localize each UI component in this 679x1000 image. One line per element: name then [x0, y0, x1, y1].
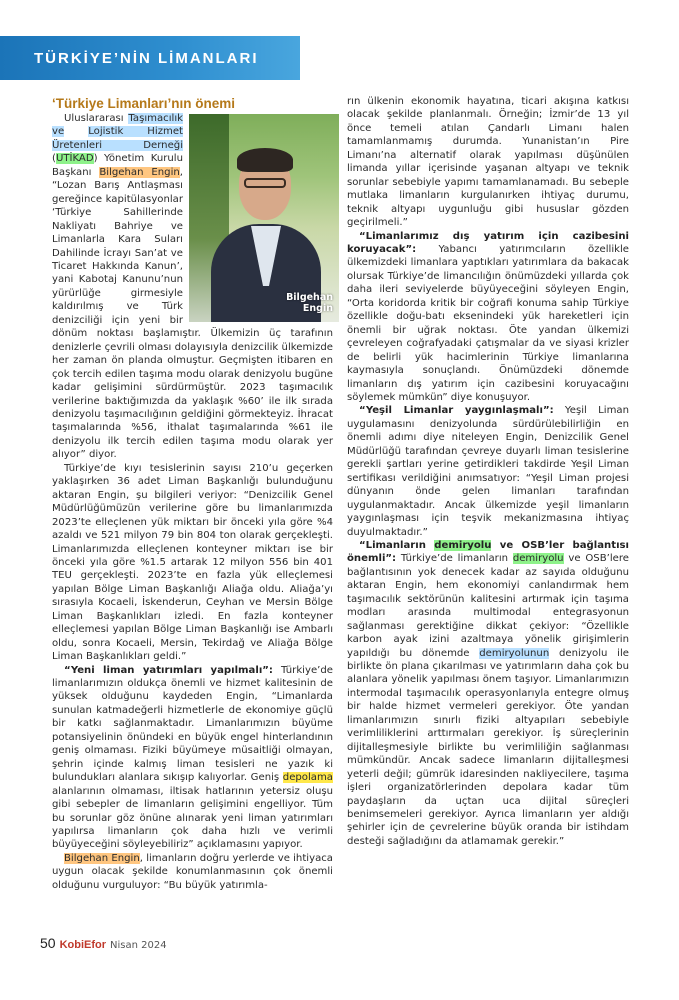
paragraph-railway: “Limanların demiryolu ve OSB’ler bağlantısı önemli”: Türkiye’de limanların demiryolu ve OSB’lere bağlantısının yok denecek kadar az sayıda olduğunu aktaran Engin, hem ekonomiyi canlandırmak hem taşımacılık sektörünün kalitesini artırmak için taşıma modları arasında multimodal entegrasyonun sağlanması gerektiğine dikkat çekiyor: “Özellikle karbon ayak izini azaltmaya yönelik girişimlerin yapıldığı bu dönemde demiryolunun denizyolu ile birlikte ön plana çıkarılması ve yatırımların daha çok bu alanlara yönelik yapılması önem taşıyor. Limanlarımızın intermodal taşımacılık operasyonlarıyla entegre olmuş bir halde hizmet vermeleri gerekiyor. Öte yandan limanlarımızın sınırlı fiziki altyapıları sebebiyle verimliliklerini arttırmaları gerekiyor. İş süreçlerinin dijitalleşmesiyle birlikte bu verimliliğin sağlanması mümkündür. Ancak sadece limanların dijitalleşmesi yeterli değil; gümrük idaresinden nakliyecilere, taşıma işleri organizatörlerinden depolara kadar tüm paydaşların da uçtan uca dijital süreçleri benimsemeleri gerekiyor. Ayrıca limanların yer aldığı şehirler için de çevrelerine büyük oranda bir istihdam desteği sağladığını da atlamamak gerekir.”	[347, 539, 629, 847]
subheading: “Yeni liman yatırımları yapılmalı”:	[64, 664, 273, 676]
page-footer	[40, 935, 167, 951]
highlight: Bilgehan Engin	[64, 852, 140, 864]
paragraph-stats: Türkiye’de kıyı tesislerinin sayısı 210’u geçerken yaklaşırken 36 adet Liman Başkanlığı bulunduğunu aktaran Engin, şu bilgileri veriyor: “Denizcilik Genel Müdürlüğümüzün verilerine göre bu limanlarımızda 2023’te elleçlenen yük miktarı bir önceki yıla göre %4 azaldı ve 521 milyon 79 bin 804 ton olarak gerçekleşti. Limanlarımızda elleçlenen konteyner miktarı ise bir önceki yıla göre %1.5 artarak 12 milyon 556 bin 401 TEU gerçekleşti. 2023’te en fazla yük elleçlemesi yapılan Bölge Liman Başkanlığı Aliağa oldu. Aliağa’yı sırasıyla Kocaeli, İskenderun, Ceyhan ve Mersin Bölge Liman Başkanlıkları izledi. En fazla konteyner elleçlemesi yapılan Bölge Liman Başkanlığı ise Ambarlı oldu, sonra Kocaeli, Mersin, Tekirdağ ve Aliağa Bölge Liman Başkanlıkları geldi.”	[52, 462, 333, 663]
highlight: UTİKAD	[55, 153, 94, 165]
magazine-logo: KobiEfor	[59, 939, 107, 951]
paragraph-continued: rın ülkenin ekonomik hayatına, ticari akışına katkısı olacak şekilde planlanmalı. Örneğin; İzmir’de 13 yıl önce temeli atılan Çandarlı Limanı halen tamamlanmamış durumda. Yunanistan’ın Pire Limanı’na alternatif olarak yapılması düşünülen limanda yıllar içerisinde yaşanan altyapı ve teknik sorunlar sebebiyle yapımı tamamlanamadı. Bu sebeple mutlaka limanların kurgulanırken ihtiyaç durumu, teknik altyapı uygunluğu gibi hususlar gözden geçirilmeli.”	[347, 96, 629, 229]
highlight: Taşımacılık ve	[52, 113, 183, 138]
paragraph-location: Bilgehan Engin, limanların doğru yerlerde ve ihtiyaca uygun olacak şekilde konumlanmasının çok önemli olduğunu vurguluyor: “Bu büyük yatırımla-	[52, 852, 333, 891]
section-header-title: TÜRKİYE’NİN LİMANLARI	[34, 49, 259, 67]
section-header-band	[0, 36, 300, 80]
paragraph-green-ports: “Yeşil Limanlar yaygınlaşmalı”: Yeşil Liman uygulamasını denizyolunda sürdürülebilirliğin en önemli adımı diye niteleyen Engin, Denizcilik Genel Müdürlüğü tarafından çevreye duyarlı liman tesislerine gerekli şartları yerine getirdikleri takdirde Yeşil Liman sertifikası verildiğini anımsatıyor: “Yeşil Liman projesi dünyanın önde gelen limanları tarafından uygulanmaktadır. Ancak ülkemizde yeşil limanların yaygınlaşması için teşvik mekanizmasına ihtiyaç duyulmaktadır.”	[347, 405, 629, 538]
highlight: demiryolu	[512, 553, 564, 565]
highlight: demiryolunun	[479, 647, 550, 659]
photo-caption: Bilgehan Engin	[286, 292, 333, 314]
highlight: Bilgehan Engin	[99, 166, 180, 178]
article-title: ‘Türkiye Limanları’nın önemi	[52, 96, 236, 111]
subheading: “Limanların demiryolu ve OSB’ler bağlantısı önemli”:	[347, 539, 629, 565]
paragraph-foreign-investment: “Limanlarımız dış yatırım için cazibesini koruyacak”: Yabancı yatırımcıların özellikle ülkemizdeki limanlara yaptıkları yatırımlara da bakacak olursak Türkiye’de limancılığın önümüzdeki yıllarda çok daha ileri seviyelerde büyüyeceğini söyleyen Engin, “Orta koridorda kritik bir coğrafi konuma sahip Türkiye özellikle doğu-batı eksenindeki yük hareketleri için önemli bir uğrak noktası. Öte yandan ülkemizi çevreleyen coğrafyadaki çatışmalar da ve siyasi krizler de belirli yük hacimlerinin Türkiye limanlarına kaymasıyla sonuçlandı. Önümüzdeki dönemde limanların dış yatırım için cazibesini koruyacağını söylemek mümkün” diye konuşuyor.	[347, 230, 629, 403]
subheading: “Yeşil Limanlar yaygınlaşmalı”:	[359, 405, 554, 417]
paragraph-intro: Uluslararası Taşımacılık ve Lojistik Hizmet Üretenleri Derneği (UTİKAD) Yönetim Kurulu Başkanı Bilgehan Engin, “Lozan Barış Antlaşması gereğince kapitülasyonlar ‘Türkiye Sahillerinde Nakliyatı Bahriye ve Limanlarla Kara Suları Dahilinde İcrayı San’at ve Ticaret Hakkında Kanun’, yani Kabotaj Kanunu’nun yürürlüğe girmesiyle kaldırılmış ve Türk denizciliği için yeni bir dönüm noktası başlamıştır. Ülkemizin üç tarafının denizlerle çevrili olması dolayısıyla denizcilik ülkemizde her zaman ön planda olmuştur. Geçmişten itibaren en çok tercih edilen taşıma modu olarak denizyolu bugüne kadar gelişimini sürdürmüştür. 2023 taşımacılık verilerine baktığımızda da yaklaşık %60’ ile ilk sırada denizyolu taşımacılığının geldiğini görmekteyiz. İhracat taşımalarında %56, ithalat taşımalarında %61 ile denizyolu ilk tercih edilen taşıma modu olarak yer alıyor” diyor.	[52, 113, 333, 461]
paragraph-new-ports: “Yeni liman yatırımları yapılmalı”: Türkiye’de limanlarımızın oldukça önemli ve hizmet kalitesinin de yüksek olduğunu kaydeden Engin, “Limanlarda sunulan katmadeğerli hizmetlerle de ekonomiye güçlü bir katkı sağlanmaktadır. Limanlarımızın büyüme potansiyelinin önündeki en büyük engel hinterlandının geniş olmaması. Fiziki büyümeye müsaitliği olmayan, şehrin içinde kalmış liman tesisleri ne yazık ki bulundukları alanlara sıkışıp kalıyorlar. Geniş depolama alanlarının olmaması, iltisak hatlarının yetersiz oluşu gibi sebepler de limanların gelişimini engelliyor. Tüm bu sorunlar göz önüne alınarak yeni liman yatırımları yapılırsa limanların çok daha hızlı ve verimli büyüyeceğini söyleyebiliriz” açıklamasını yapıyor.	[52, 664, 333, 851]
issue-date: Nisan 2024	[110, 940, 167, 951]
portrait-photo	[189, 114, 339, 322]
highlight: Lojistik Hizmet Üretenleri Derneği	[52, 126, 183, 151]
right-column	[347, 95, 629, 848]
page-number: 50	[40, 935, 56, 951]
highlight: demiryolu	[434, 539, 492, 551]
subheading: “Limanlarımız dış yatırım için cazibesini koruyacak”:	[347, 230, 629, 255]
left-column	[52, 95, 333, 892]
highlight: depolama	[282, 772, 333, 784]
